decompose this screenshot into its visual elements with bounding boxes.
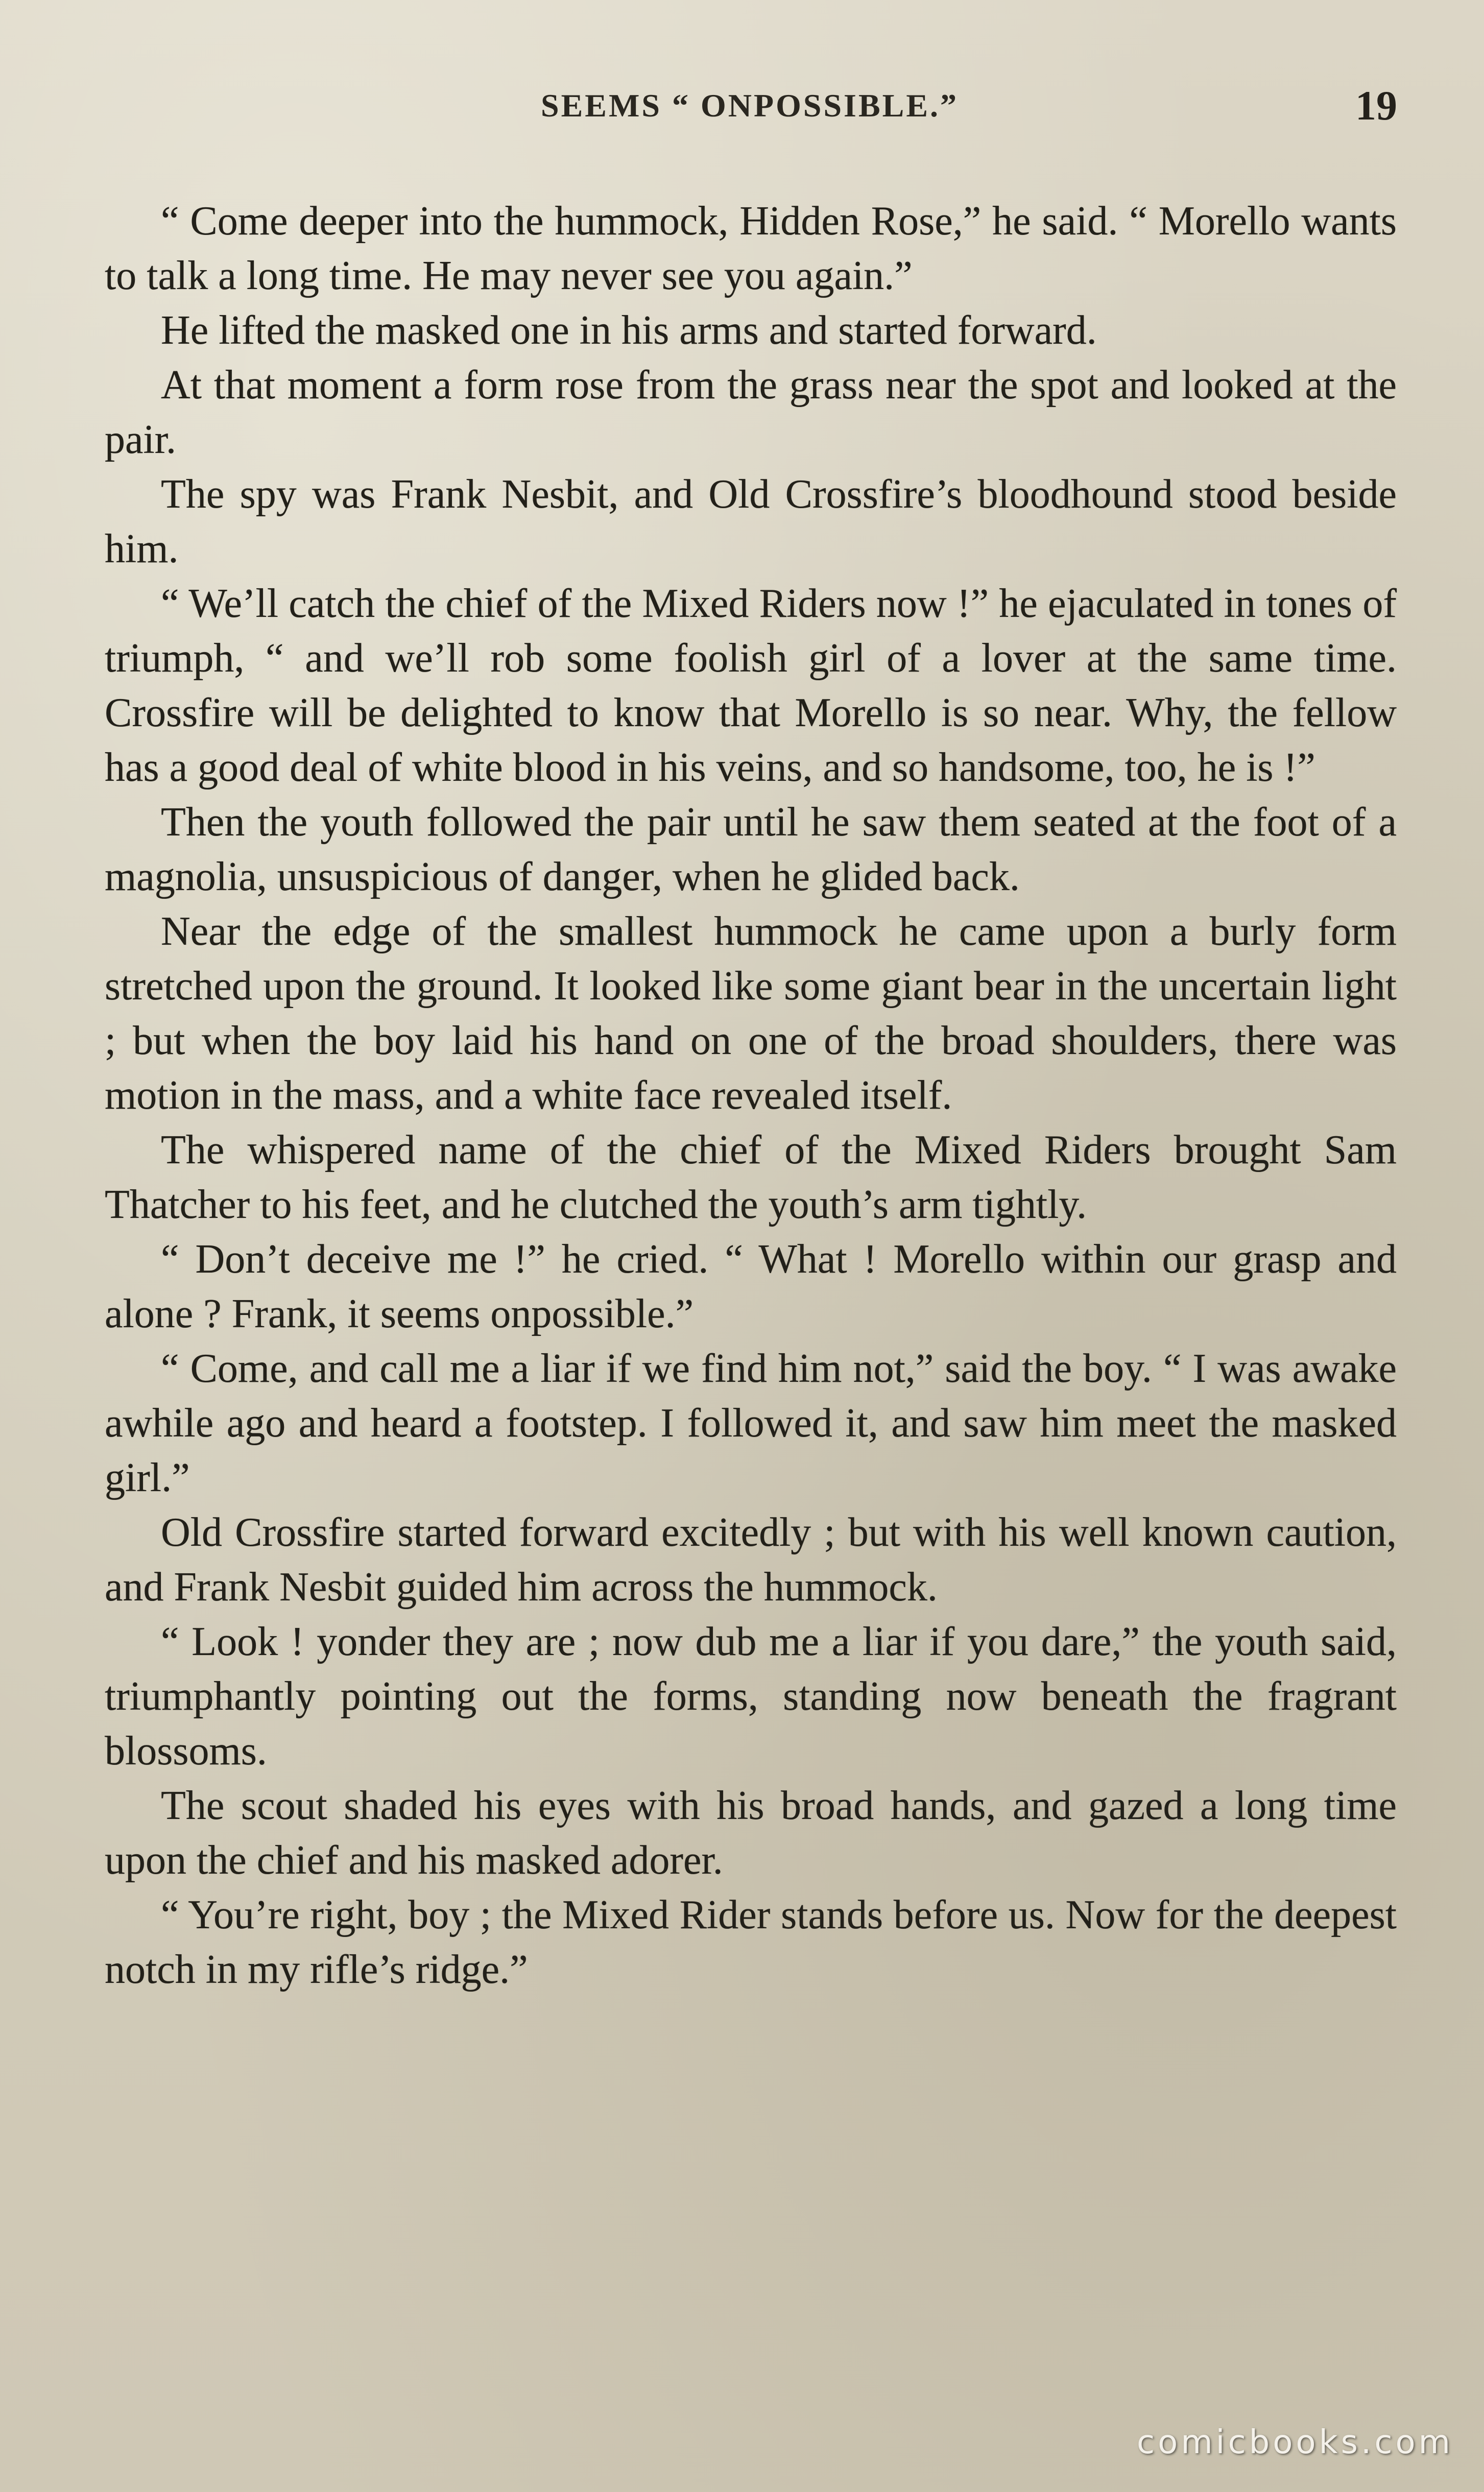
- paragraph: The spy was Frank Nesbit, and Old Crossfire’s bloodhound stood beside him.: [105, 472, 1397, 571]
- paragraph: He lifted the masked one in his arms and started forward.: [161, 308, 1097, 353]
- page-header: [102, 82, 1397, 143]
- paragraph: “ Come, and call me a liar if we find him not,” said the boy. “ I was awake awhile ago and heard a footstep. I followed it, and saw him meet the masked girl.”: [105, 1346, 1397, 1500]
- paragraph: “ Come deeper into the hummock, Hidden Rose,” he said. “ Morello wants to talk a long time. He may never see you again.”: [105, 199, 1397, 298]
- paragraph: “ We’ll catch the chief of the Mixed Riders now !” he ejaculated in tones of triumph, “ and we’ll rob some foolish girl of a lover at the same time. Crossfire will be delighted to know that Morello is so near. Why, the fellow has a good deal of white blood in his veins, and so handsome, too, he is !”: [105, 581, 1397, 790]
- watermark: comicbooks.com: [1136, 2424, 1453, 2461]
- paragraph: Old Crossfire started forward excitedly ; but with his well known caution, and Frank Nesbit guided him across the hummock.: [105, 1510, 1397, 1610]
- page-number: 19: [1355, 82, 1397, 129]
- paragraph: “ You’re right, boy ; the Mixed Rider stands before us. Now for the deepest notch in my rifle’s ridge.”: [105, 1892, 1397, 1992]
- paragraph: At that moment a form rose from the grass near the spot and looked at the pair.: [105, 363, 1397, 462]
- body-text: [105, 194, 1397, 1997]
- paragraph: The scout shaded his eyes with his broad hands, and gazed a long time upon the chief and his masked adorer.: [105, 1783, 1397, 1883]
- paragraph: Then the youth followed the pair until he saw them seated at the foot of a magnolia, unsuspicious of danger, when he glided back.: [105, 800, 1397, 899]
- running-head: SEEMS “ ONPOSSIBLE.”: [541, 87, 959, 124]
- paragraph: “ Look ! yonder they are ; now dub me a liar if you dare,” the youth said, triumphantly pointing out the forms, standing now beneath the fragrant blossoms.: [105, 1619, 1397, 1774]
- paragraph: The whispered name of the chief of the Mixed Riders brought Sam Thatcher to his feet, and he clutched the youth’s arm tightly.: [105, 1128, 1397, 1227]
- paragraph: Near the edge of the smallest hummock he came upon a burly form stretched upon the ground. It looked like some giant bear in the uncertain light ; but when the boy laid his hand on one of the broad shoulders, there was motion in the mass, and a white face revealed itself.: [105, 909, 1397, 1118]
- paragraph: “ Don’t deceive me !” he cried. “ What ! Morello within our grasp and alone ? Frank, it seems onpossible.”: [105, 1237, 1397, 1336]
